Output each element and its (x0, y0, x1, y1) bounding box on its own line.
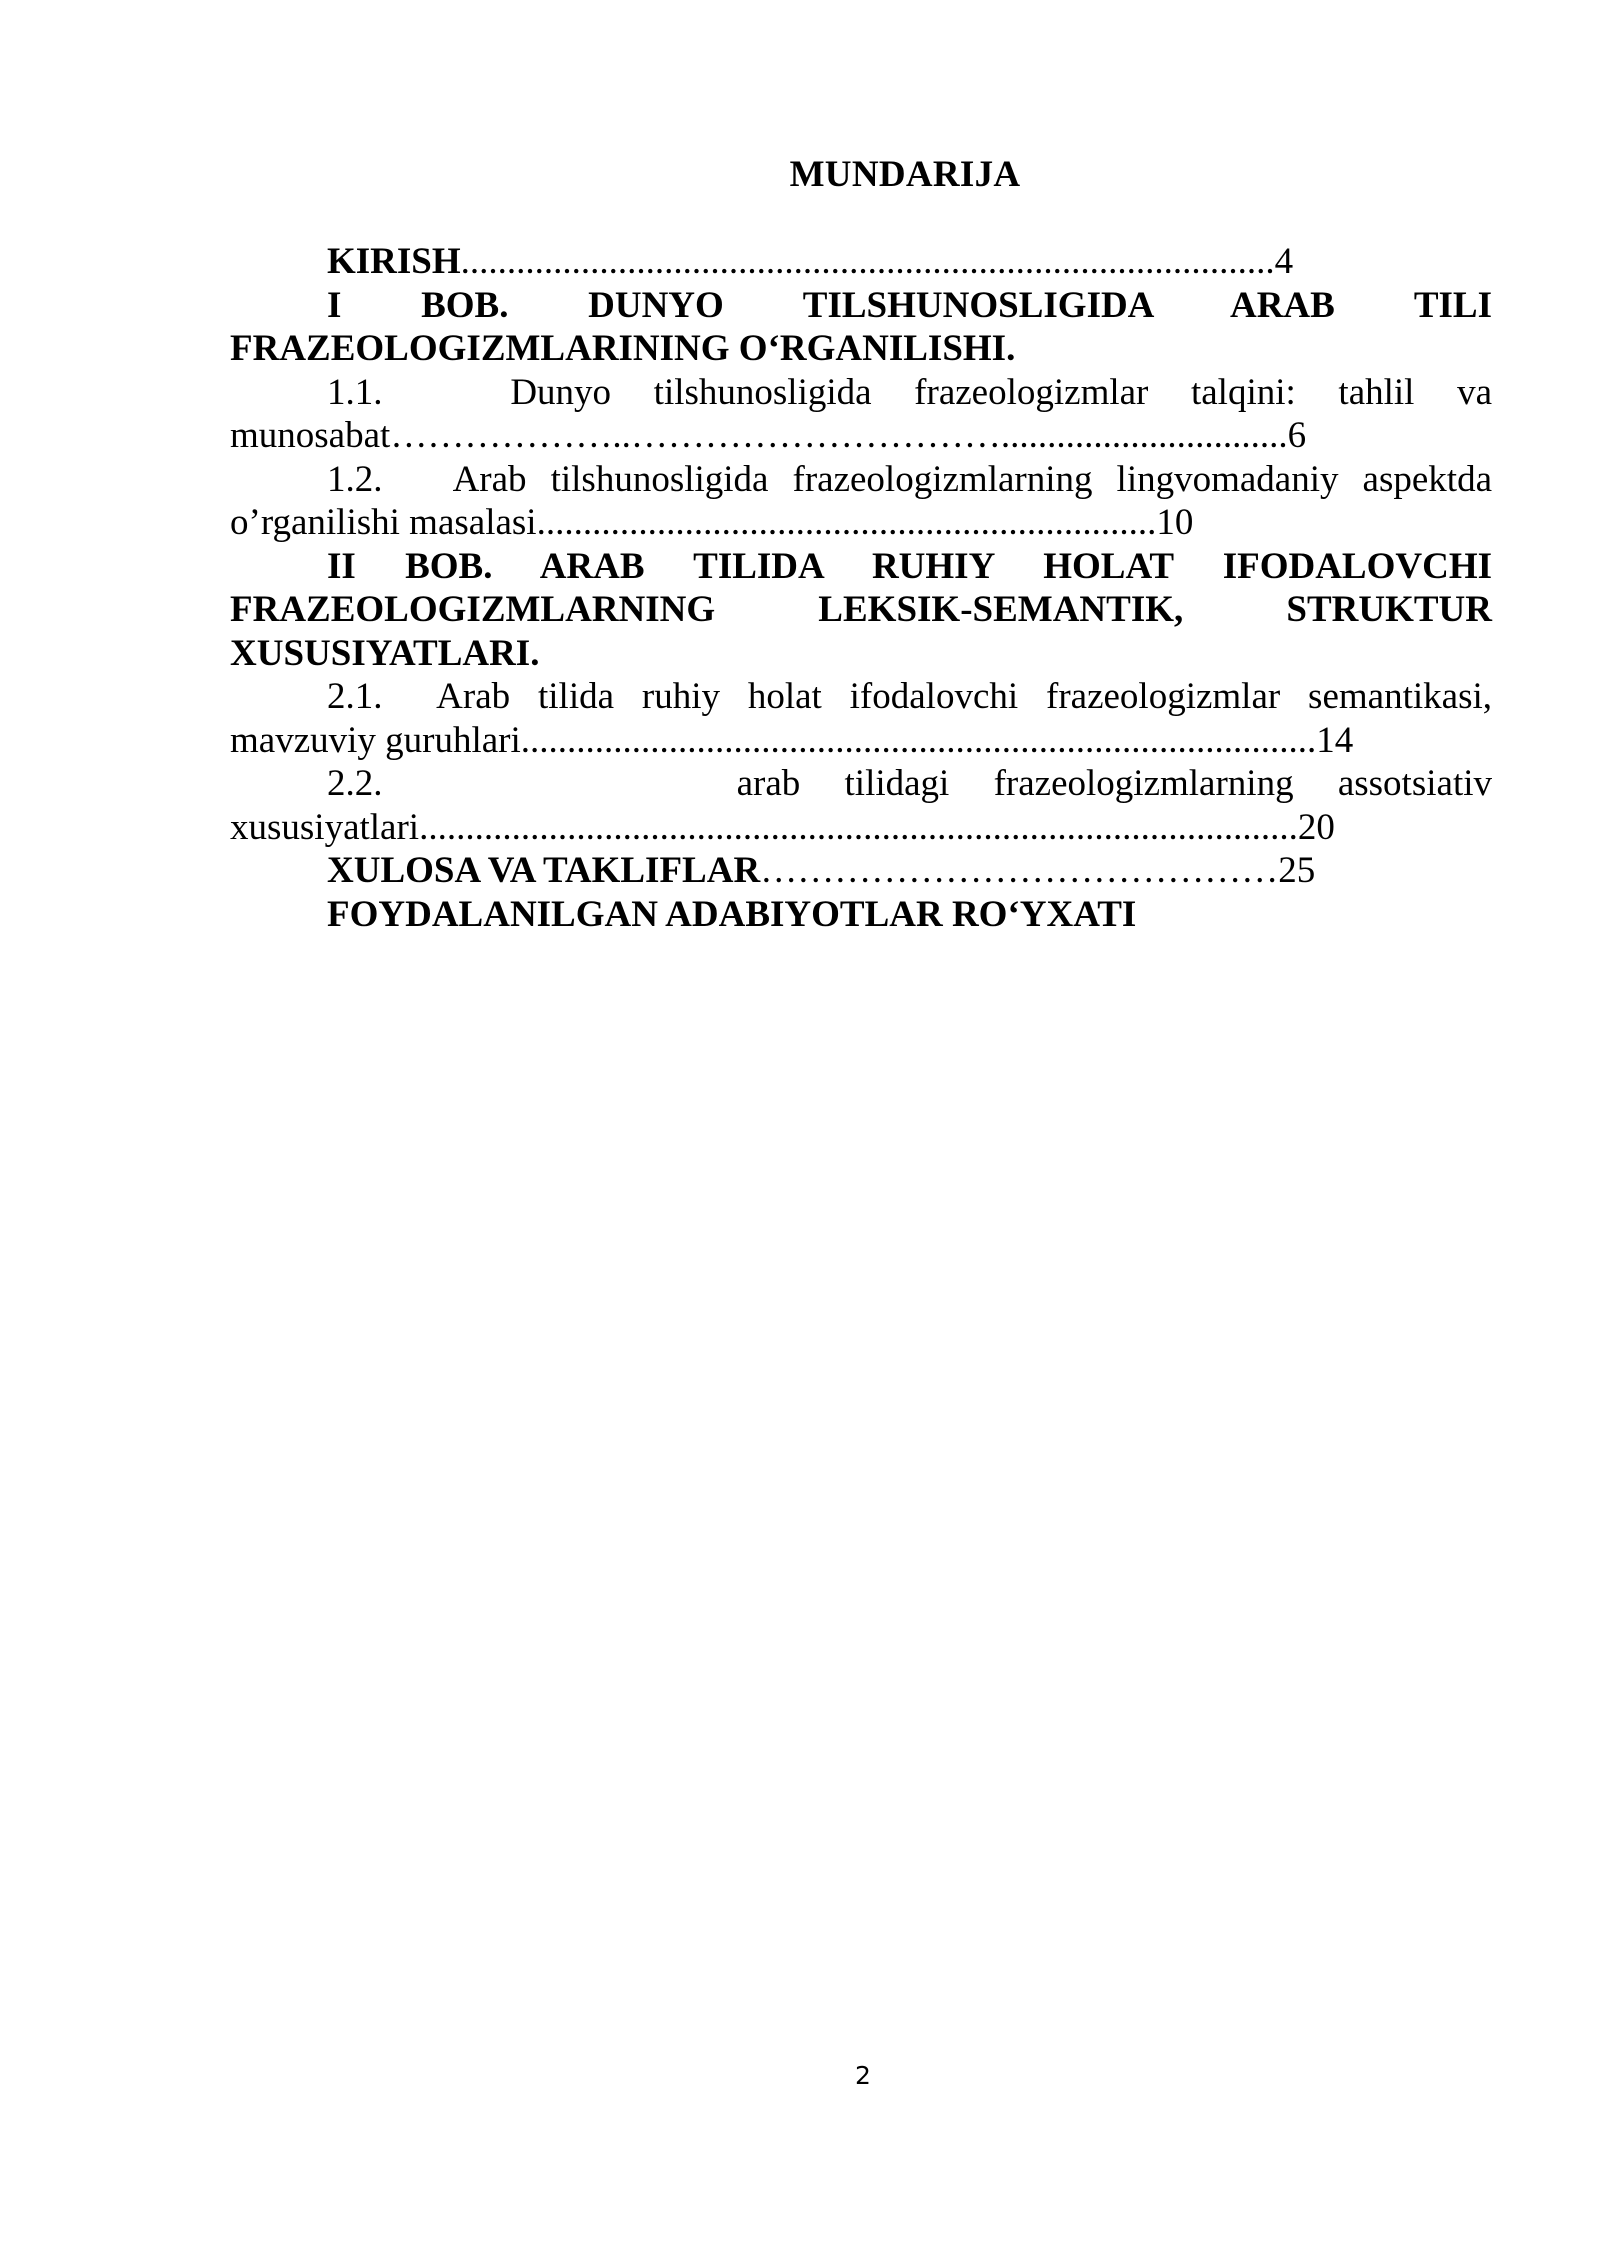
toc-page-number: 14 (1316, 719, 1354, 761)
toc-entry-section-1-1[interactable] (230, 371, 1492, 458)
page-number: 2 (855, 2061, 871, 2090)
toc-entry-title: 2.2. arab tilidagi frazeologizmlarning assotsiativ xususiyatlari (230, 763, 1492, 848)
toc-leader-dots: ………………..…………………………............................... (390, 415, 1288, 456)
toc-page-number: 6 (1287, 415, 1307, 456)
toc-entry-section-2-1[interactable] (230, 675, 1492, 762)
page-title: MUNDARIJA (789, 154, 1021, 195)
toc-entry-chapter-2[interactable] (230, 545, 1492, 676)
toc-entry-title: 2.1. Arab tilida ruhiy holat ifodalovchi frazeologizmlar semantikasi, mavzuviy guruhlari (230, 676, 1492, 761)
toc-leader-dots: ........................................................................................ (460, 241, 1275, 282)
toc-page-number: 4 (1274, 241, 1294, 282)
toc-entry-chapter-1[interactable] (230, 284, 1492, 371)
table-of-contents (230, 240, 1492, 936)
toc-leader-dots: ...................................................................................... (520, 719, 1317, 761)
toc-entry-title: 1.2. Arab tilshunosligida frazeologizmlarning lingvomadaniy aspektda o’rganilishi masalasi (230, 458, 1492, 543)
toc-entry-title: II BOB. ARAB TILIDA RUHIY HOLAT IFODALOVCHI FRAZEOLOGIZMLARNING LEKSIK-SEMANTIK, STRUKTUR XUSUSIYATLARI. (230, 545, 1492, 674)
toc-entry-title: FOYDALANILGAN ADABIYOTLAR RO‘YXATI (327, 893, 1137, 935)
toc-leader-dots: …………………………………… (760, 850, 1279, 891)
toc-entry-section-2-2[interactable] (230, 762, 1492, 849)
toc-entry-bibliography[interactable] (230, 893, 1492, 937)
toc-page-number: 10 (1156, 502, 1194, 543)
toc-entry-title: XULOSA VA TAKLIFLAR (327, 850, 761, 891)
toc-entry-conclusion[interactable] (230, 849, 1492, 893)
toc-entry-title: 1.1. Dunyo tilshunosligida frazeologizmlar talqini: tahlil va munosabat (230, 371, 1492, 456)
toc-entry-section-1-2[interactable] (230, 458, 1492, 545)
toc-entry-title: KIRISH (327, 241, 461, 282)
toc-leader-dots: ............................................................................................... (419, 806, 1298, 848)
toc-entry-title: I BOB. DUNYO TILSHUNOSLIGIDA ARAB TILI FRAZEOLOGIZMLARINING O‘RGANILISHI. (230, 284, 1492, 369)
toc-page-number: 20 (1297, 806, 1335, 848)
toc-leader-dots: ................................................................... (536, 502, 1157, 543)
toc-entry-kirish[interactable] (230, 240, 1492, 284)
toc-page-number: 25 (1278, 850, 1316, 891)
